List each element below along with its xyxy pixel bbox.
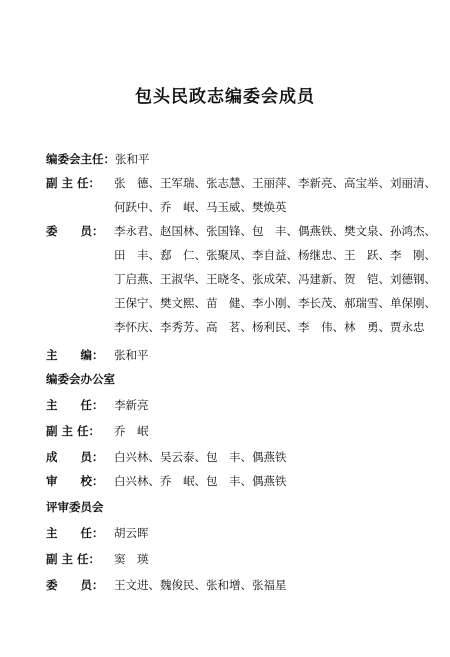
chief-editor-value: 张和平 xyxy=(114,348,149,362)
deputy-directors-line: 何跃中、乔 岷、马玉威、樊焕英 xyxy=(114,200,287,214)
review-row-label: 主 任： xyxy=(46,526,104,540)
office-row-label: 主 任： xyxy=(46,398,104,412)
chief-editor-row xyxy=(46,344,149,366)
members-row xyxy=(46,220,436,242)
review-row xyxy=(46,522,149,544)
members-line: 李怀庆、李秀芳、高 茗、杨利民、李 伟、林 勇、贾永忠 xyxy=(114,320,425,334)
review-heading: 评审委员会 xyxy=(46,500,104,514)
office-row-value: 白兴林、乔 岷、包 丰、偶燕铁 xyxy=(114,474,287,488)
office-row xyxy=(46,446,287,468)
deputy-directors-row xyxy=(46,172,436,194)
office-row xyxy=(46,394,149,416)
members-line: 田 丰、郄 仁、张聚凤、李自益、杨继忠、王 跃、李 刚、 xyxy=(114,248,436,262)
office-row-value: 白兴林、吴云泰、包 丰、偶燕铁 xyxy=(114,450,287,464)
office-row-value: 李新亮 xyxy=(114,398,149,412)
office-heading: 编委会办公室 xyxy=(46,372,115,386)
review-row-label: 副 主 任： xyxy=(46,552,101,566)
board-director-row xyxy=(46,148,150,170)
deputy-directors-label: 副 主 任： xyxy=(46,176,101,190)
office-row-value: 乔 岷 xyxy=(114,424,149,438)
office-row-label: 副 主 任： xyxy=(46,424,101,438)
members-label: 委 员： xyxy=(46,224,104,238)
review-row-value: 胡云晖 xyxy=(114,526,149,540)
review-row-value: 王文进、魏俊民、张和增、张福星 xyxy=(114,578,287,592)
members-line: 李永君、赵国林、张国锋、包 丰、偶燕铁、樊文泉、孙鸿杰、 xyxy=(114,224,436,238)
office-row xyxy=(46,470,287,492)
review-row xyxy=(46,548,149,570)
review-row xyxy=(46,574,287,596)
office-row-label: 成 员： xyxy=(46,450,104,464)
board-director-label: 编委会主任： xyxy=(46,152,115,166)
board-director-value: 张和平 xyxy=(115,152,150,166)
deputy-directors-line: 张 德、王军瑞、张志慧、王丽萍、李新亮、高宝举、刘丽清、 xyxy=(114,176,436,190)
members-line: 丁启燕、王淑华、王晓冬、张成荣、冯建新、贺 铠、刘德钢、 xyxy=(114,272,436,286)
chief-editor-label: 主 编： xyxy=(46,348,104,362)
review-row-value: 窦 瑛 xyxy=(114,552,149,566)
review-row-label: 委 员： xyxy=(46,578,104,592)
office-row xyxy=(46,420,149,442)
page-title: 包头民政志编委会成员 xyxy=(135,87,315,107)
members-line: 王保宁、樊文熙、苗 健、李小刚、李长茂、郝瑞雪、单保刚、 xyxy=(114,296,436,310)
office-row-label: 审 校： xyxy=(46,474,104,488)
